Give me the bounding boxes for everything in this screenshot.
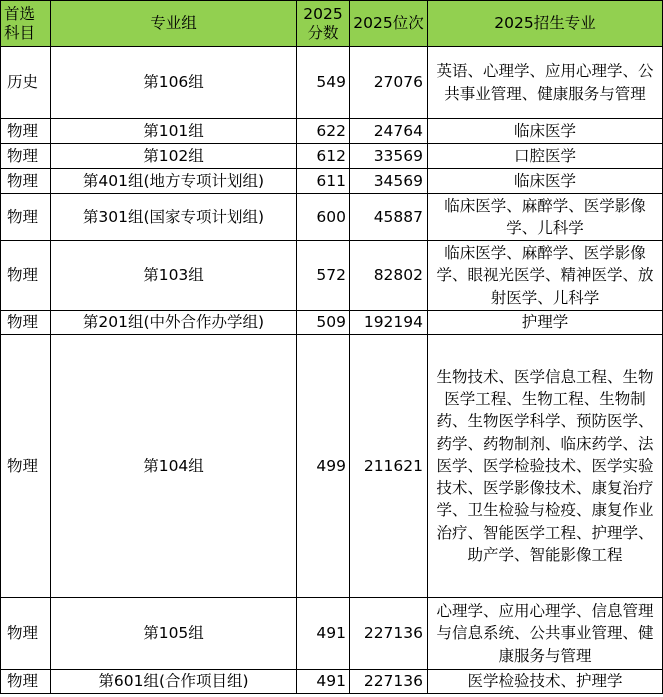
cell-subject: 物理: [1, 194, 51, 241]
cell-score: 611: [297, 169, 350, 194]
table-row: [1, 47, 663, 119]
table-row: [1, 335, 663, 598]
cell-score: 549: [297, 47, 350, 119]
cell-score: 600: [297, 194, 350, 241]
cell-group: 第105组: [51, 598, 297, 670]
cell-group: 第201组(中外合作办学组): [51, 311, 297, 335]
table-row: [1, 311, 663, 335]
cell-group: 第101组: [51, 119, 297, 144]
header-score: 2025分数: [297, 1, 350, 47]
cell-subject: 物理: [1, 670, 51, 694]
table-row: [1, 169, 663, 194]
table-row: [1, 670, 663, 694]
cell-rank: 33569: [350, 144, 428, 169]
cell-subject: 物理: [1, 241, 51, 311]
cell-score: 612: [297, 144, 350, 169]
cell-group: 第401组(地方专项计划组): [51, 169, 297, 194]
cell-majors: 临床医学、麻醉学、医学影像学、眼视光医学、精神医学、放射医学、儿科学: [428, 241, 663, 311]
cell-group: 第103组: [51, 241, 297, 311]
header-row: [1, 1, 663, 47]
cell-score: 622: [297, 119, 350, 144]
table-row: [1, 144, 663, 169]
cell-rank: 82802: [350, 241, 428, 311]
cell-rank: 211621: [350, 335, 428, 598]
cell-group: 第104组: [51, 335, 297, 598]
cell-score: 491: [297, 598, 350, 670]
cell-majors: 心理学、应用心理学、信息管理与信息系统、公共事业管理、健康服务与管理: [428, 598, 663, 670]
cell-group: 第102组: [51, 144, 297, 169]
cell-group: 第106组: [51, 47, 297, 119]
cell-score: 499: [297, 335, 350, 598]
cell-score: 572: [297, 241, 350, 311]
cell-rank: 192194: [350, 311, 428, 335]
cell-score: 509: [297, 311, 350, 335]
cell-rank: 45887: [350, 194, 428, 241]
header-rank: 2025位次: [350, 1, 428, 47]
cell-score: 491: [297, 670, 350, 694]
cell-rank: 27076: [350, 47, 428, 119]
cell-rank: 34569: [350, 169, 428, 194]
cell-group: 第601组(合作项目组): [51, 670, 297, 694]
header-majors: 2025招生专业: [428, 1, 663, 47]
cell-rank: 227136: [350, 598, 428, 670]
cell-rank: 227136: [350, 670, 428, 694]
cell-rank: 24764: [350, 119, 428, 144]
cell-majors: 临床医学: [428, 119, 663, 144]
cell-majors: 临床医学: [428, 169, 663, 194]
cell-subject: 物理: [1, 169, 51, 194]
table-row: [1, 598, 663, 670]
cell-subject: 物理: [1, 311, 51, 335]
header-group: 专业组: [51, 1, 297, 47]
cell-majors: 护理学: [428, 311, 663, 335]
table-row: [1, 119, 663, 144]
table-row: [1, 194, 663, 241]
cell-subject: 历史: [1, 47, 51, 119]
cell-subject: 物理: [1, 335, 51, 598]
cell-majors: 临床医学、麻醉学、医学影像学、儿科学: [428, 194, 663, 241]
cell-majors: 生物技术、医学信息工程、生物医学工程、生物工程、生物制药、生物医学科学、预防医学、药学、药物制剂、临床药学、法医学、医学检验技术、医学实验技术、医学影像技术、康复治疗学、卫生检验与检疫、康复作业治疗、智能医学工程、护理学、助产学、智能影像工程: [428, 335, 663, 598]
cell-group: 第301组(国家专项计划组): [51, 194, 297, 241]
cell-subject: 物理: [1, 144, 51, 169]
table-row: [1, 241, 663, 311]
cell-majors: 医学检验技术、护理学: [428, 670, 663, 694]
header-subject: 首选科目: [1, 1, 51, 47]
cell-subject: 物理: [1, 598, 51, 670]
cell-subject: 物理: [1, 119, 51, 144]
cell-majors: 英语、心理学、应用心理学、公共事业管理、健康服务与管理: [428, 47, 663, 119]
cell-majors: 口腔医学: [428, 144, 663, 169]
